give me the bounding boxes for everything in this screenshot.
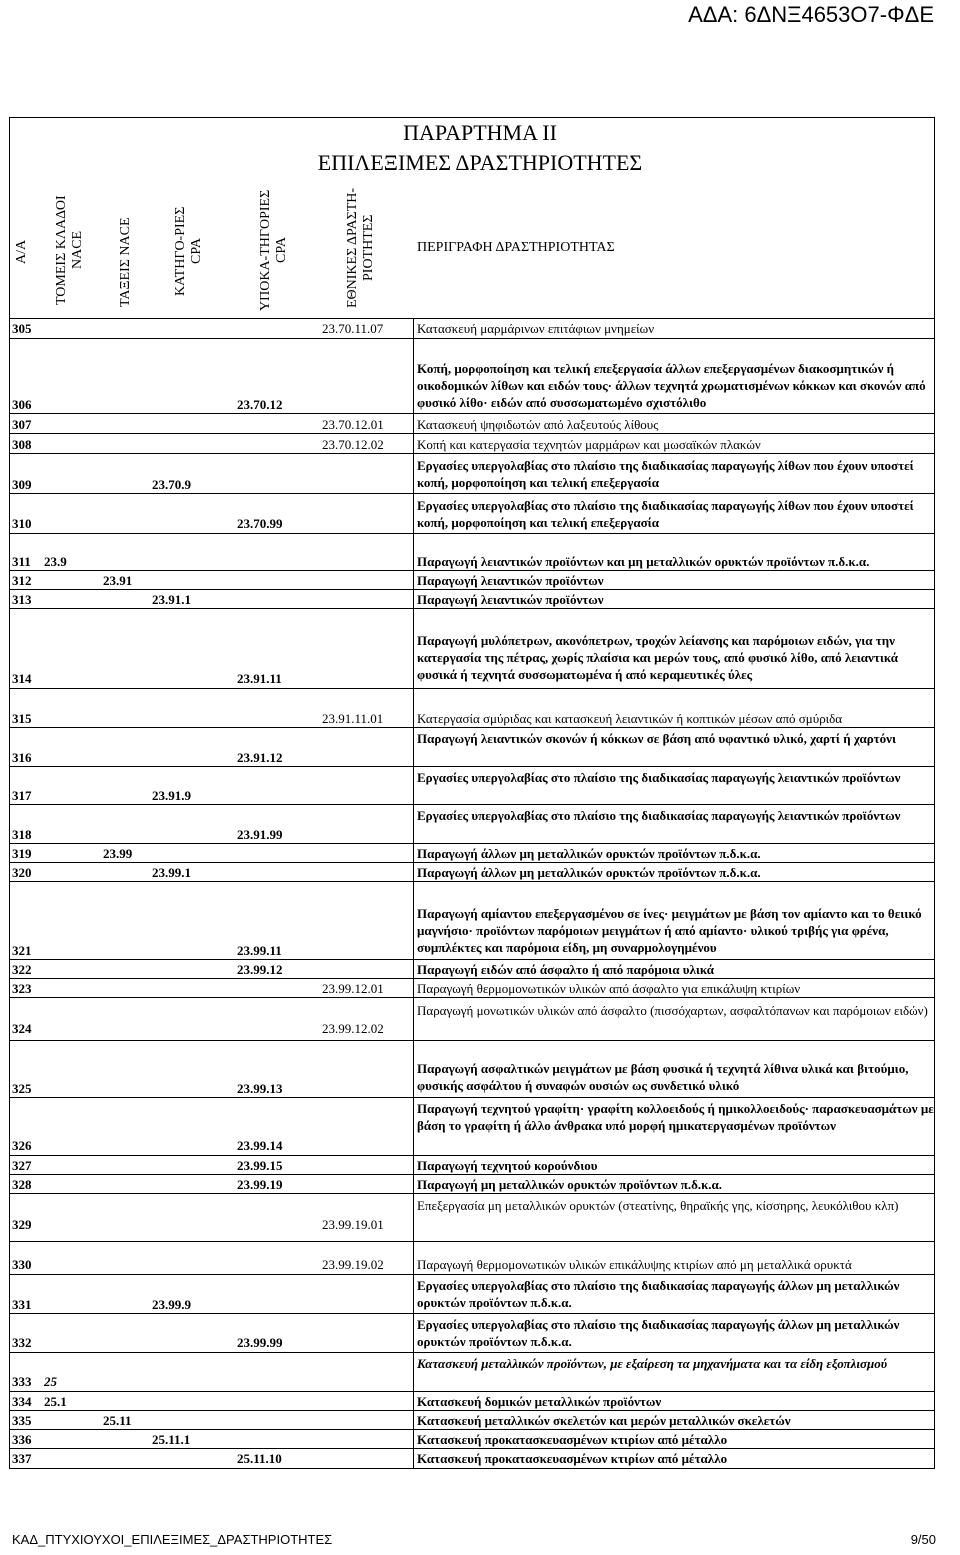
divider	[9, 862, 935, 863]
row-number: 335	[12, 1413, 32, 1428]
row-number: 329	[12, 1217, 32, 1232]
row-code: 23.99.19	[237, 1177, 283, 1192]
header-aa: Α/Α	[14, 239, 29, 265]
row-description: Κοπή και κατεργασία τεχνητών μαρμάρων και μωσαϊκών πλακών	[417, 437, 761, 452]
row-number: 330	[12, 1257, 32, 1272]
row-description: Παραγωγή λειαντικών προϊόντων	[417, 573, 604, 588]
row-code: 23.70.99	[237, 516, 283, 531]
header-classes: ΤΑΞΕΙΣ NACE	[118, 217, 133, 307]
row-description: Παραγωγή άλλων μη μεταλλικών ορυκτών προϊόντων π.δ.κ.α.	[417, 865, 761, 880]
row-number: 320	[12, 865, 32, 880]
row-number: 323	[12, 981, 32, 996]
row-code: 23.70.11.07	[322, 321, 384, 336]
row-code: 23.9	[44, 554, 67, 569]
divider	[9, 1174, 935, 1175]
row-code: 23.91.9	[152, 788, 191, 803]
header-categories: ΚΑΤΗΓΟ-ΡΙΕΣ CPA	[173, 206, 204, 296]
divider	[9, 413, 935, 414]
row-code: 23.99.14	[237, 1138, 283, 1153]
ada-watermark: ΑΔΑ: 6ΔΝΞ4653Ο7-ΦΔΕ	[688, 2, 934, 27]
row-code: 23.70.9	[152, 477, 191, 492]
row-number: 337	[12, 1451, 32, 1466]
row-description: Παραγωγή μονωτικών υλικών από άσφαλτο (πισσόχαρτων, ασφαλτόπανων και παρόμοιων ειδών)	[417, 1003, 928, 1018]
row-description: Κατασκευή ψηφιδωτών από λαξευτούς λίθους	[417, 417, 659, 432]
row-number: 333	[12, 1374, 32, 1389]
divider	[9, 1391, 935, 1392]
row-description: Εργασίες υπεργολαβίας στο πλαίσιο της διαδικασίας παραγωγής λίθων που έχουν υποστεί κοπή, μορφοποίηση και τελική επεξεργασία	[417, 458, 914, 490]
row-number: 328	[12, 1177, 32, 1192]
row-description: Παραγωγή θερμομονωτικών υλικών επικάλυψης κτιρίων από μη μεταλλικά ορυκτά	[417, 1257, 852, 1272]
row-description: Παραγωγή μυλόπετρων, ακονόπετρων, τροχών λείανσης και παρόμοιων ειδών, για την κατεργασία της πέτρας, χωρίς πλαίσια και μερών τους, από φυσικό λίθο, από λειαντικά φυσικά ή τεχνητά συσσωματωμένα ή από κεραμευτικές ύλες	[417, 633, 898, 682]
divider	[9, 589, 935, 590]
row-number: 321	[12, 943, 32, 958]
divider	[9, 1274, 935, 1275]
divider	[9, 338, 935, 339]
header-sectors: ΤΟΜΕΙΣ ΚΛΑΔΟΙ NACE	[54, 195, 85, 305]
row-number: 311	[12, 554, 31, 569]
row-number: 314	[12, 671, 32, 686]
divider	[9, 1410, 935, 1411]
row-code: 25	[44, 1374, 57, 1389]
row-description: Παραγωγή μη μεταλλικών ορυκτών προϊόντων π.δ.κ.α.	[417, 1177, 723, 1192]
divider	[9, 1313, 935, 1314]
row-code: 23.99.1	[152, 865, 191, 880]
row-description: Παραγωγή τεχνητού γραφίτη· γραφίτη κολλοειδούς ή ημικολλοειδούς· παρασκευασμάτων με βάση το γραφίτη ή άλλο άνθρακα υπό μορφή ημικατεργασμένων προϊόντων	[417, 1101, 934, 1133]
row-code: 23.99.12	[237, 962, 283, 977]
divider	[9, 881, 935, 882]
row-code: 23.99.99	[237, 1335, 283, 1350]
row-description: Εργασίες υπεργολαβίας στο πλαίσιο της διαδικασίας παραγωγής λειαντικών προϊόντων	[417, 770, 901, 785]
divider	[9, 978, 935, 979]
divider	[9, 727, 935, 728]
row-code: 23.91.11	[237, 671, 282, 686]
row-code: 23.99.19.02	[322, 1257, 384, 1272]
row-description: Κατασκευή δομικών μεταλλικών προϊόντων	[417, 1394, 662, 1409]
row-number: 326	[12, 1138, 32, 1153]
divider	[9, 804, 935, 805]
header-description: ΠΕΡΙΓΡΑΦΗ ΔΡΑΣΤΗΡΙΟΤΗΤΑΣ	[417, 240, 615, 255]
divider	[9, 997, 935, 998]
row-description: Παραγωγή τεχνητού κορούνδιου	[417, 1158, 598, 1173]
row-number: 319	[12, 846, 32, 861]
row-description: Επεξεργασία μη μεταλλικών ορυκτών (στεατίνης, θηραϊκής γης, κίσσηρης, λευκόλιθου κλπ)	[417, 1198, 899, 1213]
row-code: 23.70.12	[237, 397, 283, 412]
divider	[9, 688, 935, 689]
row-code: 23.91.12	[237, 750, 283, 765]
header-subcategories: ΥΠΟΚΑ-ΤΗΓΟΡΙΕΣ CPA	[258, 189, 289, 311]
row-code: 23.99.11	[237, 943, 282, 958]
row-description: Παραγωγή ειδών από άσφαλτο ή από παρόμοια υλικά	[417, 962, 714, 977]
row-code: 25.11	[103, 1413, 132, 1428]
row-code: 25.1	[44, 1394, 67, 1409]
row-number: 310	[12, 516, 32, 531]
row-code: 23.99.12.01	[322, 981, 384, 996]
row-number: 316	[12, 750, 32, 765]
row-code: 23.70.12.01	[322, 417, 384, 432]
header-national: ΕΘΝΙΚΕΣ ΔΡΑΣΤΗ- ΡΙΟΤΗΤΕΣ	[345, 187, 376, 308]
row-number: 315	[12, 711, 32, 726]
row-code: 25.11.10	[237, 1451, 282, 1466]
row-code: 23.91.99	[237, 827, 283, 842]
row-number: 332	[12, 1335, 32, 1350]
row-description: Εργασίες υπεργολαβίας στο πλαίσιο της διαδικασίας παραγωγής λίθων που έχουν υποστεί κοπή, μορφοποίηση και τελική επεξεργασία	[417, 498, 914, 530]
row-code: 23.99.9	[152, 1297, 191, 1312]
divider	[9, 766, 935, 767]
row-description: Παραγωγή άλλων μη μεταλλικών ορυκτών προϊόντων π.δ.κ.α.	[417, 846, 761, 861]
row-description: Παραγωγή θερμομονωτικών υλικών από άσφαλτο για επικάλυψη κτιρίων	[417, 981, 801, 996]
divider	[9, 433, 935, 434]
row-description: Εργασίες υπεργολαβίας στο πλαίσιο της διαδικασίας παραγωγής άλλων μη μεταλλικών ορυκτών προϊόντων π.δ.κ.α.	[417, 1317, 900, 1349]
row-number: 308	[12, 437, 32, 452]
divider	[9, 959, 935, 960]
divider	[9, 533, 935, 534]
divider	[9, 1097, 935, 1098]
row-number: 306	[12, 397, 32, 412]
divider	[9, 1193, 935, 1194]
row-code: 23.91.1	[152, 592, 191, 607]
row-number: 305	[12, 321, 32, 336]
row-description: Παραγωγή ασφαλτικών μειγμάτων με βάση φυσικά ή τεχνητά λίθινα υλικά και βιτούμιο, φυσικής ασφάλτου ή συναφών ουσιών ως συνδετικό υλικό	[417, 1061, 909, 1093]
row-code: 23.91.11.01	[322, 711, 384, 726]
divider	[9, 1448, 935, 1449]
row-number: 309	[12, 477, 32, 492]
row-number: 331	[12, 1297, 32, 1312]
annex-title: ΠΑΡΑΡΤΗΜΑ ΙΙ	[403, 120, 557, 145]
row-description: Κοπή, μορφοποίηση και τελική επεξεργασία άλλων επεξεργασμένων διακοσμητικών ή οικοδομικών λίθων και ειδών τους· άλλων τεχνητά χρωματισμένων κόκκων και σκονών από φυσικό λίθο· ειδών από συσσωματωμένο σχιστόλιθο	[417, 361, 926, 410]
row-number: 313	[12, 592, 32, 607]
row-code: 23.99	[103, 846, 133, 861]
row-number: 325	[12, 1081, 32, 1096]
row-description: Παραγωγή λειαντικών προϊόντων και μη μεταλλικών ορυκτών προϊόντων π.δ.κ.α.	[417, 554, 870, 569]
row-code: 23.99.19.01	[322, 1217, 384, 1232]
footer-filename: ΚΑΔ_ΠΤΥΧΙΟΥΧΟΙ_ΕΠΙΛΕΞΙΜΕΣ_ΔΡΑΣΤΗΡΙΟΤΗΤΕΣ	[12, 1532, 333, 1547]
row-code: 25.11.1	[152, 1432, 191, 1447]
row-code: 23.70.12.02	[322, 437, 384, 452]
row-number: 312	[12, 573, 32, 588]
row-description: Εργασίες υπεργολαβίας στο πλαίσιο της διαδικασίας παραγωγής λειαντικών προϊόντων	[417, 808, 901, 823]
row-code: 23.91	[103, 573, 133, 588]
footer-page-number: 9/50	[910, 1532, 936, 1547]
row-description: Κατασκευή μαρμάρινων επιτάφιων μνημείων	[417, 321, 655, 336]
divider	[9, 1155, 935, 1156]
divider	[9, 453, 935, 454]
header-separator	[9, 318, 935, 319]
annex-subtitle: ΕΠΙΛΕΞΙΜΕΣ ΔΡΑΣΤΗΡΙΟΤΗΤΕΣ	[317, 150, 643, 175]
row-description: Παραγωγή λειαντικών σκονών ή κόκκων σε βάση από υφαντικό υλικό, χαρτί ή χαρτόνι	[417, 731, 896, 746]
row-code: 23.99.15	[237, 1158, 283, 1173]
row-number: 327	[12, 1158, 32, 1173]
divider	[9, 570, 935, 571]
column-separator	[413, 318, 414, 1469]
row-number: 324	[12, 1021, 32, 1036]
row-description: Παραγωγή λειαντικών προϊόντων	[417, 592, 604, 607]
row-description: Κατεργασία σμύριδας και κατασκευή λειαντικών ή κοπτικών μέσων από σμύριδα	[417, 711, 843, 726]
row-description: Κατασκευή μεταλλικών προϊόντων, με εξαίρεση τα μηχανήματα και τα είδη εξοπλισμού	[417, 1356, 888, 1371]
divider	[9, 1352, 935, 1353]
row-number: 336	[12, 1432, 32, 1447]
row-number: 334	[12, 1394, 32, 1409]
divider	[9, 493, 935, 494]
divider	[9, 608, 935, 609]
row-description: Παραγωγή αμίαντου επεξεργασμένου σε ίνες· μειγμάτων με βάση τον αμίαντο και το θειικό μαγνήσιο· προϊόντων παρόμοιων μειγμάτων ή από αμίαντο· υλικού τριβής για φρένα, συμπλέκτες και παρόμοια είδη, μη συναρμολογημένου	[417, 906, 922, 955]
divider	[9, 1241, 935, 1242]
row-number: 307	[12, 417, 32, 432]
row-description: Κατασκευή προκατασκευασμένων κτιρίων από μέταλλο	[417, 1432, 728, 1447]
row-number: 317	[12, 788, 32, 803]
row-description: Εργασίες υπεργολαβίας στο πλαίσιο της διαδικασίας παραγωγής άλλων μη μεταλλικών ορυκτών προϊόντων π.δ.κ.α.	[417, 1278, 900, 1310]
row-number: 318	[12, 827, 32, 842]
divider	[9, 1040, 935, 1041]
row-number: 322	[12, 962, 32, 977]
row-description: Κατασκευή προκατασκευασμένων κτιρίων από μέταλλο	[417, 1451, 728, 1466]
divider	[9, 843, 935, 844]
row-description: Κατασκευή μεταλλικών σκελετών και μερών μεταλλικών σκελετών	[417, 1413, 791, 1428]
row-code: 23.99.13	[237, 1081, 283, 1096]
divider	[9, 1429, 935, 1430]
row-code: 23.99.12.02	[322, 1021, 384, 1036]
